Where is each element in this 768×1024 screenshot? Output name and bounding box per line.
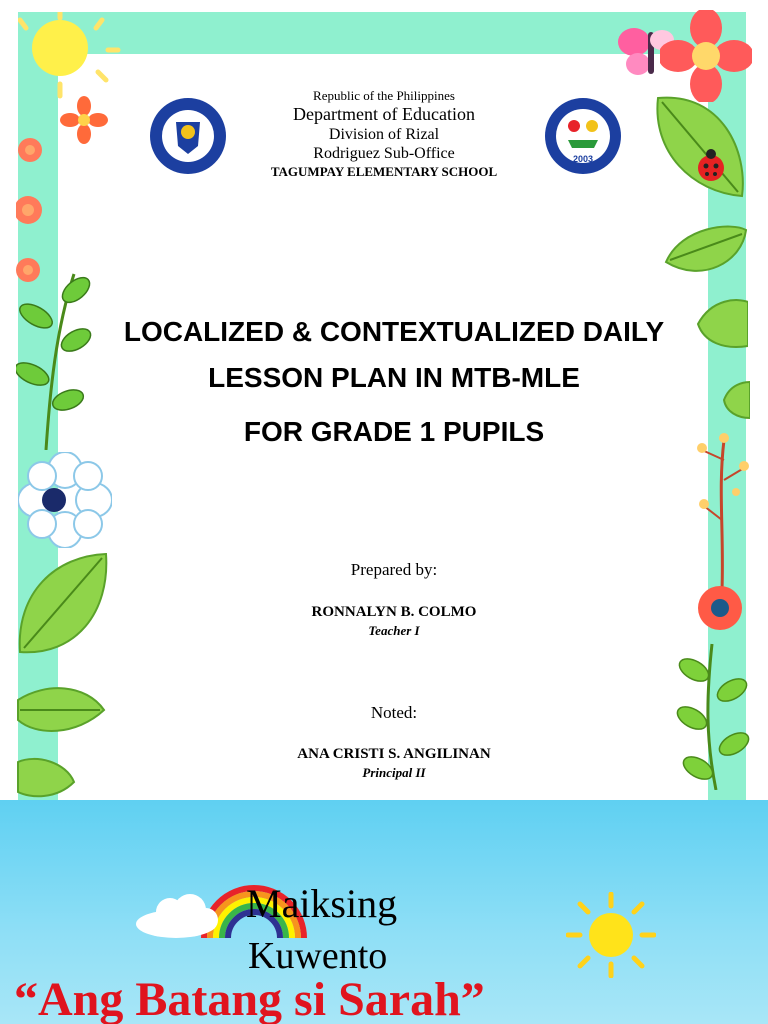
title-line-2: LESSON PLAN IN MTB-MLE <box>208 362 580 393</box>
school-name: TAGUMPAY ELEMENTARY SCHOOL <box>270 164 498 179</box>
noted-label: Noted: <box>370 703 418 722</box>
principal-position: Principal II <box>362 765 426 780</box>
sun-icon <box>566 892 656 978</box>
school-seal-year: 2003 <box>572 154 594 164</box>
department-line: Department of Education <box>293 104 475 124</box>
story-line-2: Kuwento <box>248 935 388 977</box>
title-line-3: FOR GRADE 1 PUPILS <box>243 416 545 447</box>
story-line-1: Maiksing <box>246 881 398 926</box>
division-line: Division of Rizal <box>328 126 440 143</box>
sub-office-line: Rodriguez Sub-Office <box>313 145 455 162</box>
republic-line: Republic of the Philippines <box>313 88 455 103</box>
leaf-icon <box>662 222 748 284</box>
teacher-name: RONNALYN B. COLMO <box>311 604 477 620</box>
white-flower-icon <box>18 452 112 548</box>
principal-name: ANA CRISTI S. ANGILINAN <box>297 746 491 762</box>
story-page <box>0 800 768 1024</box>
prepared-by-label: Prepared by: <box>350 560 438 579</box>
teacher-position: Teacher I <box>368 623 420 638</box>
title-line-1: LOCALIZED & CONTEXTUALIZED DAILY <box>123 316 665 347</box>
story-title: “Ang Batang si Sarah” <box>14 973 485 1024</box>
